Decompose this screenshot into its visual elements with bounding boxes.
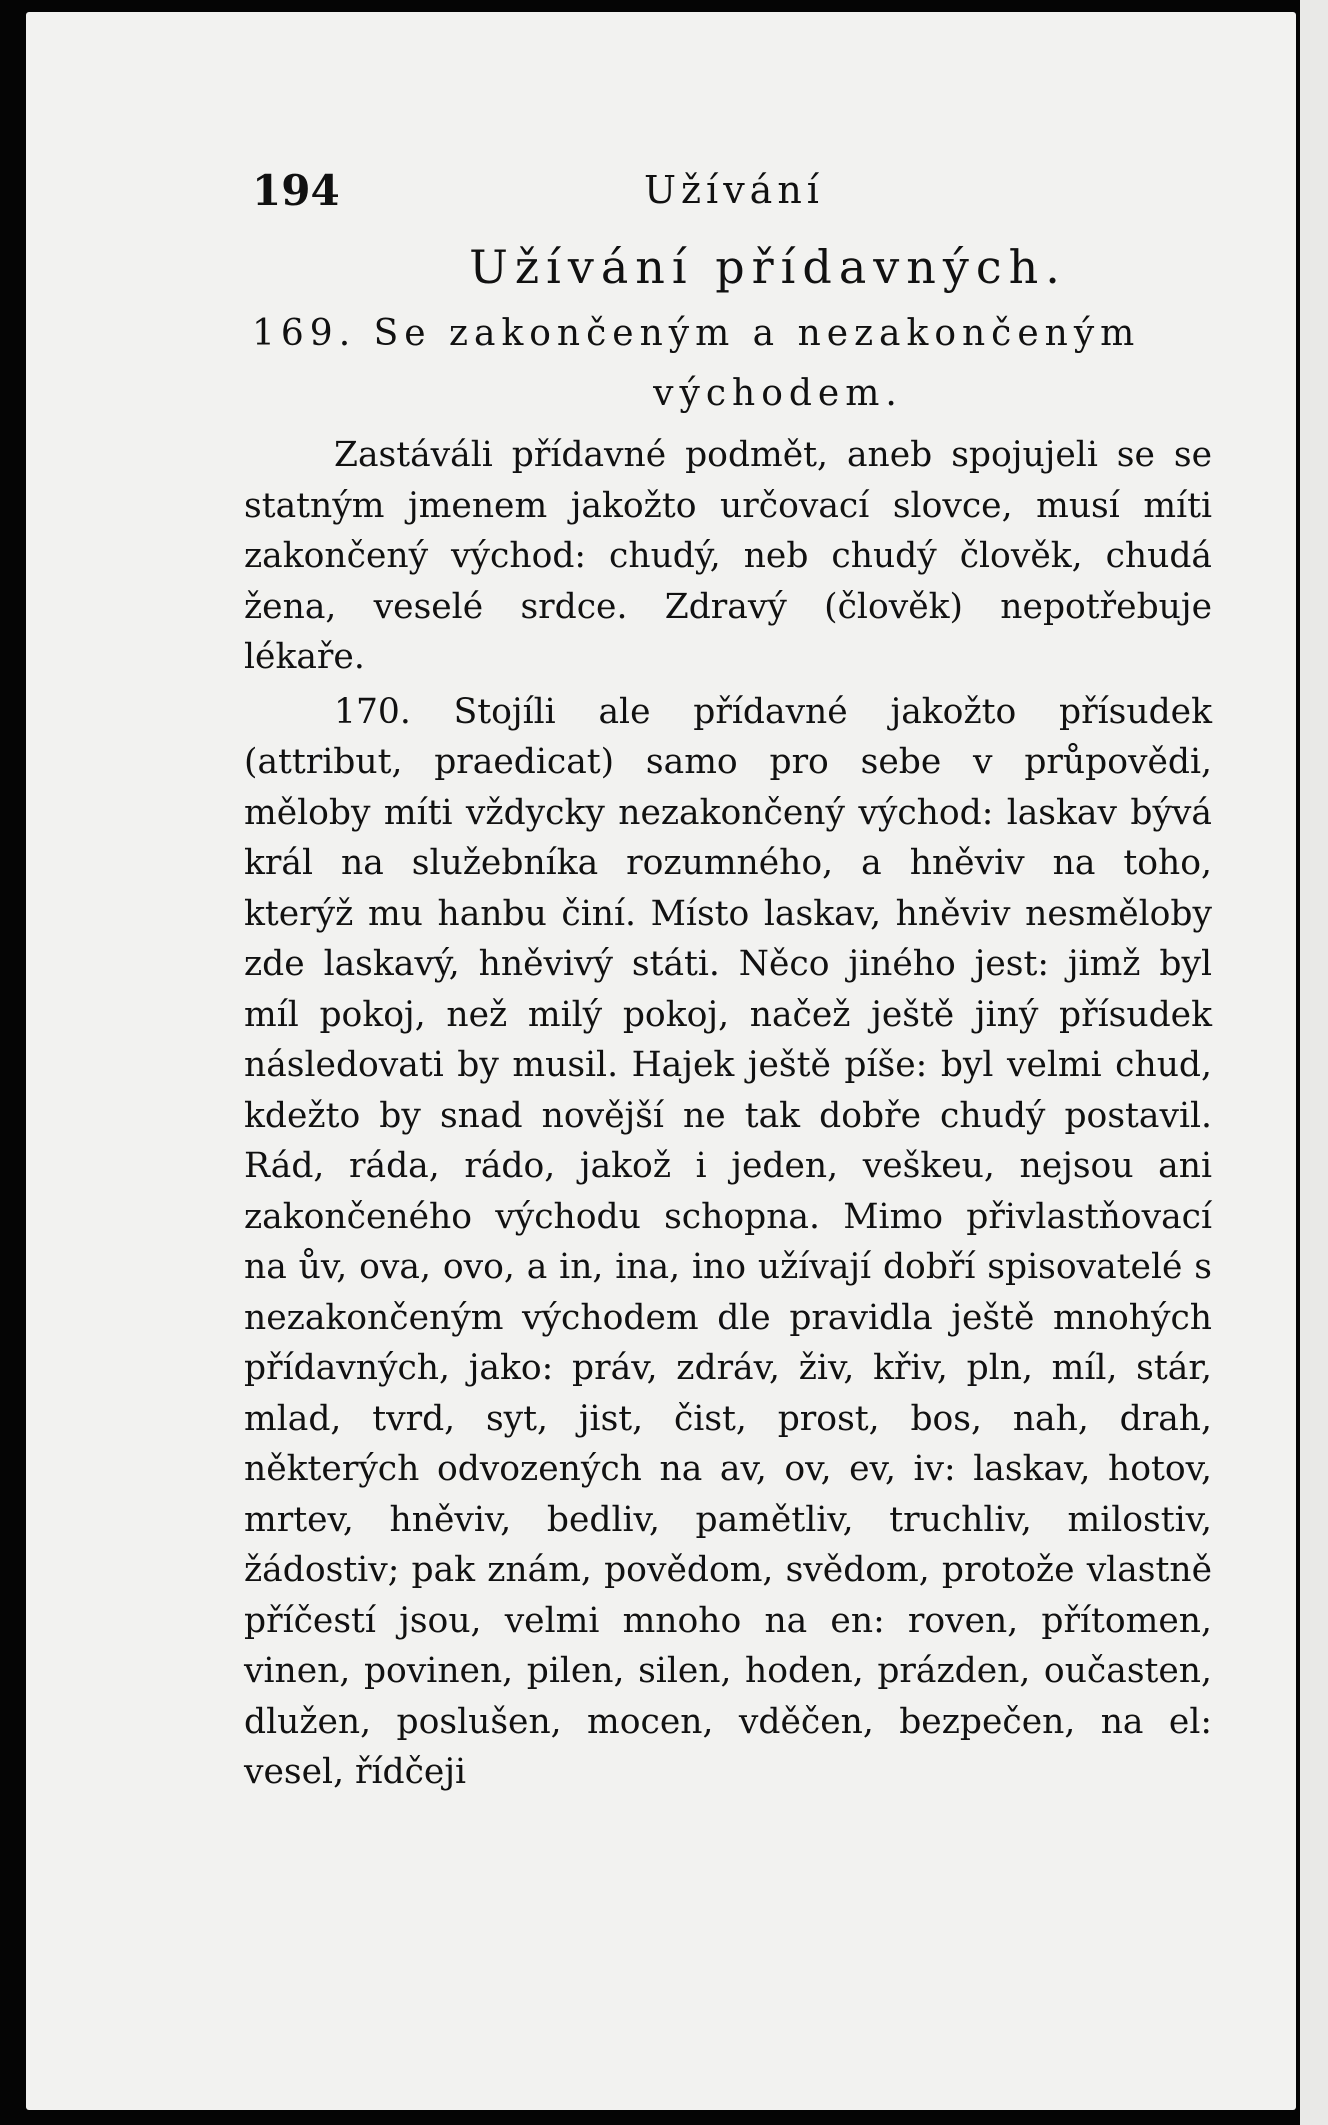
subsection-heading-line2: východem. — [653, 373, 903, 414]
paragraph-170: 170. Stojíli ale přídavné jakožto přísudek (attribut, praedicat) samo pro sebe v průpovědi, měloby míti vždycky nezakončený východ: laskav bývá král na služebníka rozumného, a hněviv na toho, kterýž mu hanbu činí. Místo laskav, hněviv nesměloby zde laskavý, hněvivý státi. Něco jiného jest: jimž byl míl pokoj, než milý pokoj, načež ještě jiný přísudek následovati by musil. Hajek ještě píše: byl velmi chud, kdežto by snad novější ne tak dobře chudý postavil. Rád, ráda, rádo, jakož i jeden, veškeu, nejsou ani zakončeného východu schopna. Mimo přivlastňovací na ův, ova, ovo, a in, ina, ino užívají dobří spisovatelé s nezakončeným východem dle pravidla ještě mnohých přídavných, jako: práv, zdráv, živ, křiv, pln, míl, stár, mlad, tvrd, syt, jist, čist, prost, bos, nah, drah, některých odvozených na av, ov, ev, iv: laskav, hotov, mrtev, hněviv, bedliv, pamětliv, truchliv, milostiv, žádostiv; pak znám, povědom, svědom, protože vlastně příčestí jsou, velmi mnoho na en: roven, přítomen, vinen, povinen, pilen, silen, hoden, prázden, oučasten, dlužen, poslušen, mocen, vděčen, bezpečen, na el: vesel, řídčeji — [244, 691, 1212, 1792]
paragraph-169: Zastáváli přídavné podmět, aneb spojujeli se se statným jmenem jakožto určovací slovce, musí míti zakončený východ: chudý, neb chudý člověk, chudá žena, veselé srdce. Zdravý (člověk) nepotřebuje lékaře. — [244, 435, 1212, 677]
next-page-edge — [1300, 0, 1328, 2125]
text-block — [244, 162, 1212, 1798]
subsection-heading-169 — [244, 304, 1212, 424]
book-page — [26, 12, 1296, 2110]
section-title: Užívání přídavných. — [469, 240, 1067, 294]
running-head — [244, 162, 1212, 232]
running-title: Užívání — [644, 168, 824, 212]
subsection-heading-line1: 169. Se zakončeným a nezakončeným — [252, 313, 1141, 354]
page-number: 194 — [252, 166, 340, 215]
